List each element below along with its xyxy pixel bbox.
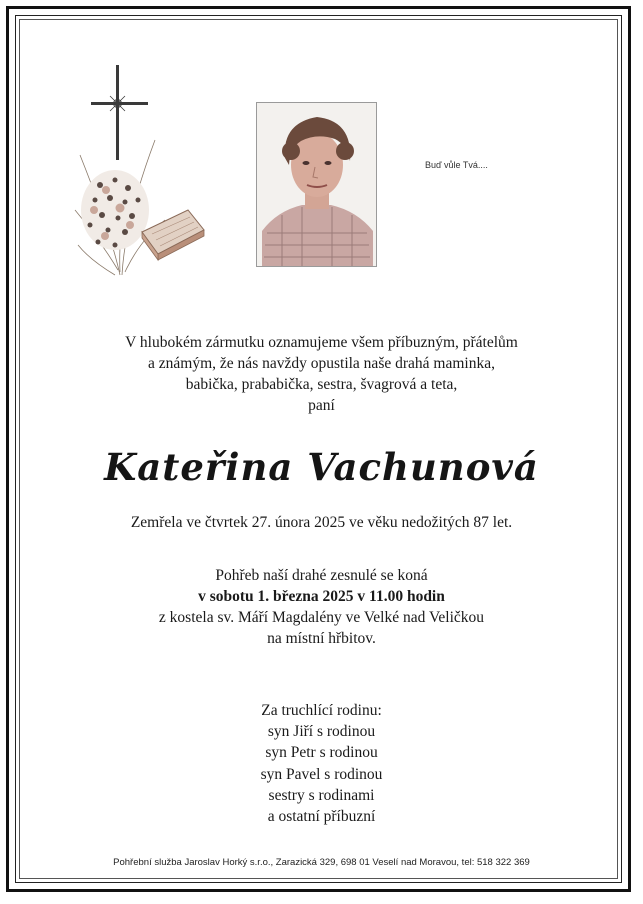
funeral-line: Pohřeb naší drahé zesnulé se koná (215, 567, 428, 584)
family-heading: Za truchlící rodinu: (261, 702, 382, 719)
family-member: syn Jiří s rodinou (267, 723, 376, 741)
intro-line: V hlubokém zármutku oznamujeme všem příbuzným, přátelům (125, 334, 518, 351)
funeral-info (20, 565, 623, 649)
cross-flowers-icon (70, 60, 210, 285)
family-member: a ostatní příbuzní (267, 808, 376, 826)
motto-text: Buď vůle Tvá.... (425, 160, 488, 170)
family-member: sestry s rodinami (268, 786, 375, 804)
funeral-line: z kostela sv. Máří Magdalény ve Velké nad Veličkou (158, 609, 485, 626)
death-notice: Zemřela ve čtvrtek 27. února 2025 ve věku nedožitých 87 let. (130, 514, 513, 531)
intro-line: babička, prababička, sestra, švagrová a teta, (185, 376, 458, 393)
family-list (20, 700, 623, 827)
intro-line: a známým, že nás navždy opustila naše drahá maminka, (148, 355, 495, 372)
intro-line: paní (308, 397, 335, 414)
family-member: syn Petr s rodinou (265, 744, 378, 762)
deceased-name: Kateřina Vachunová (104, 445, 539, 489)
portrait-photo (256, 102, 377, 267)
intro-text (20, 332, 623, 416)
footer-text: Pohřební služba Jaroslav Horký s.r.o., Zarazická 329, 698 01 Veselí nad Moravou, tel: 518 322 369 (113, 857, 530, 868)
funeral-line: na místní hřbitov. (267, 630, 376, 647)
family-member: syn Pavel s rodinou (260, 765, 383, 783)
funeral-date: v sobotu 1. března 2025 v 11.00 hodin (198, 588, 445, 605)
